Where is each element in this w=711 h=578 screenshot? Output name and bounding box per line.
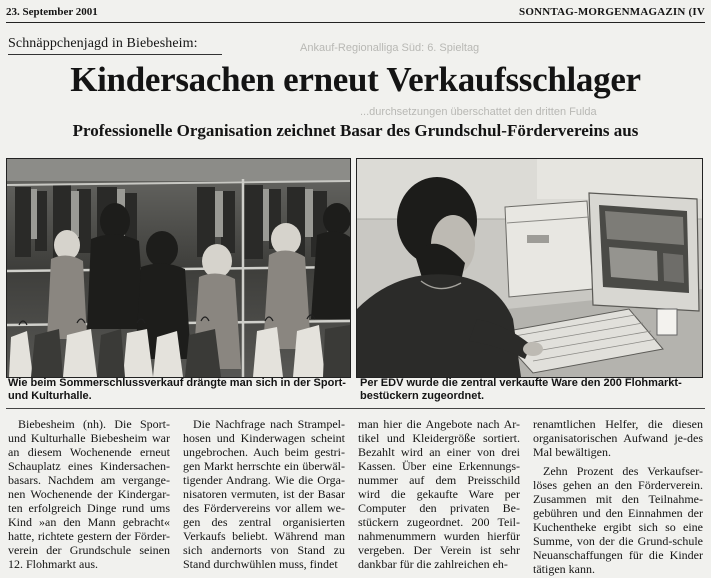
issue-date: 23. September 2001 <box>6 6 98 18</box>
photo-woman-at-computer <box>356 158 703 378</box>
subheadline: Professionelle Organisation zeichnet Basar des Grundschul-Fördervereins aus <box>72 121 639 140</box>
photo-crowd-clothing-racks <box>6 158 351 378</box>
article-column-1 <box>8 417 170 577</box>
article-paragraph: Die Nachfrage nach Strampel-hosen und Kinderwagen scheint ungebrochen. Auch beim gestri-gen Markt herrschte ein überwäl-tigender Andrang. Wie die Orga-nisatoren vermuten, ist der Basar des Fördervereins vor allem we-gen des zentral organisierten Verkaufs beliebt. Während man sich andernorts von Stand zu Stand durchwühlen muss, findet <box>183 417 345 571</box>
section-rubric: Schnäppchenjagd in Biebesheim: <box>8 36 222 55</box>
article-column-3 <box>358 417 520 577</box>
newspaper-name: SONNTAG-MORGENMAGAZIN (IV <box>519 6 705 18</box>
bleedthrough-line-1: Ankauf-Regionalliga Süd: 6. Spieltag <box>300 42 480 54</box>
article-paragraph: Biebesheim (nh). Die Sport- und Kulturhalle Biebesheim war an diesem Wochenende erneut Schauplatz eines Kindersachen-basars. Nachdem am vergange-nen Wochenende der Kindergar-ten erfolgreich Dinge rund ums Kind »an den Mann gebracht« hatte, richtete gestern der Förder-verein der Grundschule seinen 12. Flohmarkt aus. <box>8 417 170 571</box>
masthead <box>6 4 705 23</box>
photo-caption-right: Per EDV wurde die zentral verkaufte Ware den 200 Flohmarkt-bestückern zugeordnet. <box>360 377 682 402</box>
article-paragraph: Zehn Prozent des Verkaufser-löses gehen an den Förderverein. Zusammen mit den Teilnahme-gebühren und den Einnahmen der Kuchentheke ergibt sich so eine Summe, von der die Grund-schule Neuanschaffungen für die Kinder tätigen kann. <box>533 464 703 576</box>
caption-divider <box>6 408 705 409</box>
article-column-4 <box>533 417 703 577</box>
bleedthrough-text <box>360 106 597 118</box>
photo-caption-left: Wie beim Sommerschlussverkauf drängte man sich in der Sport- und Kulturhalle. <box>8 377 346 402</box>
computer-photo-image <box>357 159 702 377</box>
article-paragraph: man hier die Angebote nach Ar-tikel und Kleidergröße sortiert. Bezahlt wird an einer von drei Kassen. Über eine Erkennungs-nummer auf dem Preisschild wird die gekaufte Ware per Computer den privaten Be-stückern zugeordnet. 200 Teil-nahmenummern wurden hierfür vergeben. Der Verein ist sehr dankbar für die zahlreichen eh- <box>358 417 520 571</box>
article-column-2 <box>183 417 345 577</box>
headline: Kindersachen erneut Verkaufsschlager <box>70 60 641 99</box>
article-paragraph: renamtlichen Helfer, die diesen organisatorischen Aufwand je-des Mal bewältigen. <box>533 417 703 459</box>
bleedthrough-line-2: ...durchsetzungen überschattet den dritten Fulda <box>360 106 597 118</box>
bleedthrough-text <box>300 42 479 54</box>
crowd-photo-image <box>7 159 350 377</box>
